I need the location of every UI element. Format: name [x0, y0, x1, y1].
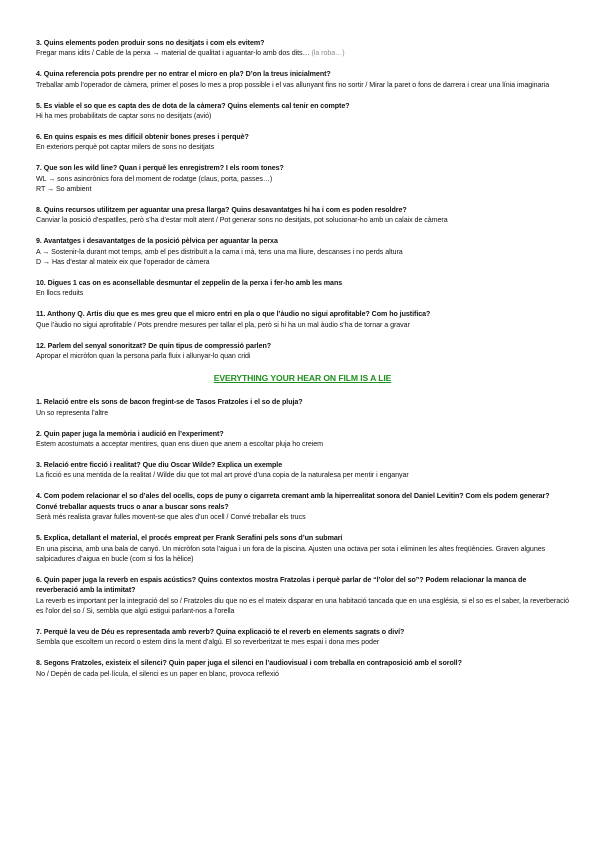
question-block: [36, 533, 569, 564]
question-block: [36, 101, 569, 122]
question-block: [36, 163, 569, 194]
answer-note: (la roba…): [311, 49, 345, 58]
question-text: 12. Parlem del senyal sonoritzat? De quin tipus de compressió parlen?: [36, 341, 272, 350]
question-block: [36, 278, 569, 299]
question-text: 11. Anthony Q. Artis diu que es mes greu que el micro entri en pla o que l’àudio no sigui aprofitable? Com ho justifica?: [36, 310, 431, 319]
question-block: [36, 341, 569, 362]
answer-text: Canviar la posició d’espatlles, però s’ha d’estar molt atent / Pot generar sons no desitjats, pot solucionar-ho amb un calaix de càmera: [36, 216, 448, 225]
answer-text: En una piscina, amb una bala de canyó. Un micròfon sota l’aigua i un fora de la piscina. Ajusten una octava per sota i eliminen les altes freqüències. Graven algunes salpicadures d’aigua en bucle (com si fos la hèlice): [36, 544, 546, 563]
answer-text: La ficció es una mentida de la realitat / Wilde diu que tot mal art prové d’una copia de la naturalesa per mentir i enganyar: [36, 471, 409, 480]
answer-text: En llocs reduits: [36, 289, 84, 298]
question-text: 2. Quin paper juga la memòria i audició en l’experiment?: [36, 429, 224, 438]
question-block: [36, 627, 569, 648]
answer-text: Hi ha mes probabilitats de captar sons no desitjats (avió): [36, 112, 212, 121]
question-text: 7. Perquè la veu de Déu es representada amb reverb? Quina explicació te el reverb en elements sagrats o diví?: [36, 627, 405, 636]
question-text: 6. Quin paper juga la reverb en espais acústics? Quins contextos mostra Fratzolas i perquè parlar de “l’olor del so”? Podem relacionar la manca de reverberació amb la intimitat?: [36, 575, 527, 595]
answer-text: La reverb es important per la integració del so / Fratzoles diu que no es el mateix disparar en una habitació tancada que en una església, si el so es el saber, la reverberació es l’olor del so / Si, sembla que algú estigui parlant-nos a l’orella: [36, 596, 570, 616]
question-block: [36, 658, 569, 679]
answer-text: Serà més realista gravar fulles movent-se que ales d’un ocell / Convé treballar els trucs: [36, 513, 306, 522]
question-text: 5. Es viable el so que es capta des de dota de la càmera? Quins elements cal tenir en compte?: [36, 101, 350, 110]
questions-section-2: [36, 397, 569, 679]
question-text: 4. Quina referencia pots prendre per no entrar el micro en pla? D’on la treus inicialment?: [36, 70, 331, 79]
answer-text: Estem acostumats a acceptar mentires, quan ens diuen que anem a escoltar pluja ho creiem: [36, 440, 323, 449]
question-text: 3. Quins elements poden produir sons no desitjats i com els evitem?: [36, 39, 265, 47]
question-block: [36, 397, 569, 418]
answer-text: Treballar amb l’operador de càmera, primer el poses lo mes a prop possible i el vas allunyant fins no sortir / Mirar la paret o fons de darrera i crear una línia imaginaria: [36, 80, 550, 89]
question-block: [36, 38, 569, 59]
answer-text: RT → So ambient: [36, 185, 92, 194]
section-heading: EVERYTHING YOUR HEAR ON FILM IS A LIE: [213, 373, 392, 384]
question-text: 8. Segons Fratzoles, existeix el silenci? Quin paper juga el silenci en l’audiovisual i com treballa en contraposició amb el soroll?: [36, 659, 462, 668]
answer-text: Que l’àudio no sigui aprofitable / Pots prendre mesures per tallar el pla, però si hi ha un mal àudio s’ha de tornar a gravar: [36, 320, 410, 329]
question-block: [36, 132, 569, 153]
answer-text: WL → sons asincrònics fora del moment de rodatge (claus, porta, passes…): [36, 174, 273, 183]
question-text: 8. Quins recursos utilitzem per aguantar una presa llarga? Quins desavantatges hi ha i com es poden resoldre?: [36, 205, 407, 214]
answer-text: Sembla que escoltem un record o estem dins la ment d’algú. El so reverberitzat te mes espai i dona mes poder: [36, 638, 380, 647]
question-text: 10. Digues 1 cas on es aconsellable desmuntar el zeppelin de la perxa i fer-ho amb les mans: [36, 279, 343, 287]
question-text: 1. Relació entre els sons de bacon fregint-se de Tasos Fratzoles i el so de pluja?: [36, 398, 303, 407]
answer-text: Apropar el micròfon quan la persona parla fluix i allunyar-lo quan cridi: [36, 352, 251, 361]
answer-text: A → Sostenir-la durant mot temps, amb el pes distribuït a la cama i mà, tens una ma lliure, descanses i no perds altura: [36, 247, 403, 256]
question-text: 3. Relació entre ficció i realitat? Que diu Oscar Wilde? Explica un exemple: [36, 461, 283, 470]
question-text: 5. Explica, detallant el material, el procés empreat per Frank Serafini pels sons d’un submarí: [36, 534, 343, 543]
question-block: [36, 575, 569, 617]
question-block: [36, 429, 569, 450]
questions-section-1: [36, 38, 569, 361]
question-block: [36, 205, 569, 226]
question-block: [36, 309, 569, 330]
question-text: 6. En quins espais es mes difícil obtenir bones preses i perquè?: [36, 132, 249, 141]
question-block: [36, 491, 569, 522]
answer-text: Fregar mans idits / Cable de la perxa → material de qualitat i aguantar-lo amb dos dits… (la roba…): [36, 49, 345, 58]
question-text: 4. Com podem relacionar el so d’ales del ocells, cops de puny o cigarreta cremant amb la hiperrealitat sonora del Daniel Levitin? Com els podem generar? Convé treballar aquests trucs o anar a buscar sons reals?: [36, 492, 550, 511]
answer-text: Un so representa l’altre: [36, 408, 109, 417]
question-text: 9. Avantatges i desavantatges de la posició pèlvica per aguantar la perxa: [36, 237, 278, 246]
question-text: 7. Que son les wild line? Quan i perquè les enregistrem? I els room tones?: [36, 164, 284, 173]
answer-text: No / Depèn de cada pel·lícula, el silenci es un paper en blanc, provoca reflexió: [36, 669, 279, 678]
answer-text: En exteriors perquè pot captar milers de sons no desitjats: [36, 143, 215, 152]
answer-text: D → Has d’estar al mateix eix que l’operador de càmera: [36, 258, 210, 267]
question-block: [36, 236, 569, 267]
question-block: [36, 460, 569, 481]
question-block: [36, 69, 569, 90]
